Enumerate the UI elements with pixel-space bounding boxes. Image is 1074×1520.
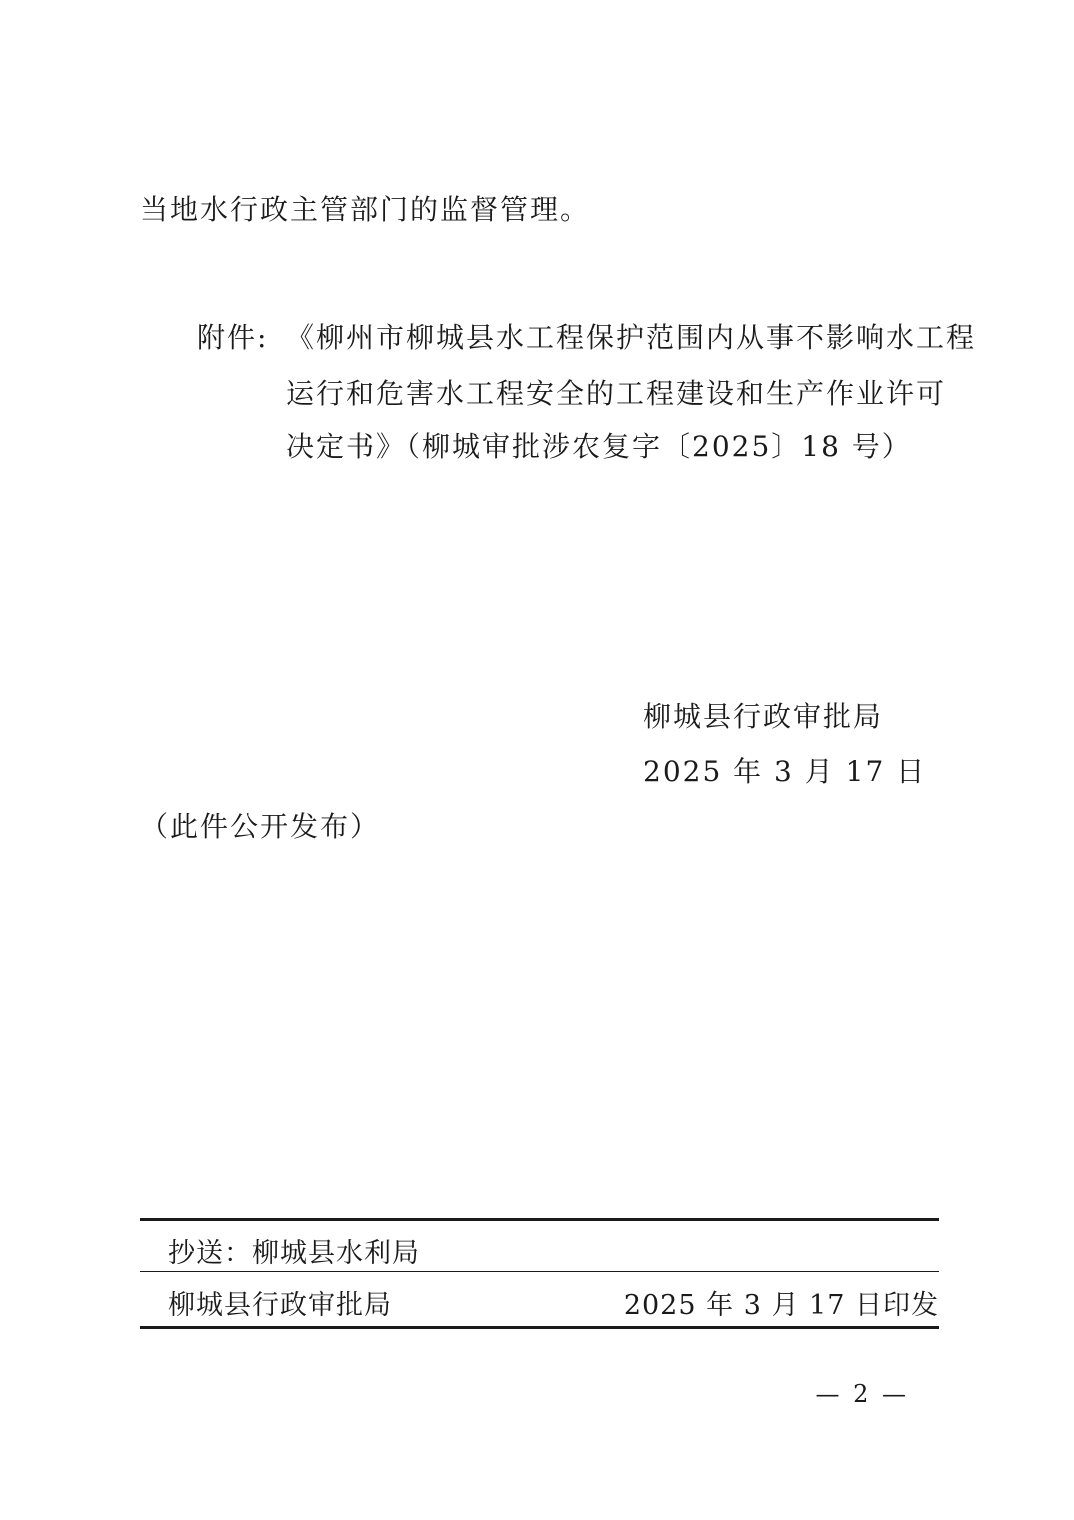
page-number: — 2 — xyxy=(815,1380,909,1408)
publication-note: （此件公开发布） xyxy=(140,810,381,843)
footer-print-date: 2025 年 3 月 17 日印发 xyxy=(623,1290,939,1321)
issue-date: 2025 年 3 月 17 日 xyxy=(643,755,927,788)
issuer-name: 柳城县行政审批局 xyxy=(643,700,884,733)
attachment-label: 附件: xyxy=(197,321,269,354)
footer-issuer: 柳城县行政审批局 xyxy=(168,1290,392,1321)
footer-rule-middle xyxy=(140,1271,939,1272)
footer-rule-top xyxy=(140,1218,939,1221)
attachment-title-line-3: 决定书》（柳城审批涉农复字〔2025〕18 号） xyxy=(286,430,912,463)
body-paragraph-continuation: 当地水行政主管部门的监督管理。 xyxy=(140,193,591,226)
cc-recipients: 抄送：柳城县水利局 xyxy=(168,1238,420,1269)
attachment-title-line-2: 运行和危害水工程安全的工程建设和生产作业许可 xyxy=(286,377,947,410)
footer-rule-bottom xyxy=(140,1326,939,1329)
attachment-title-line-1: 《柳州市柳城县水工程保护范围内从事不影响水工程 xyxy=(286,321,977,354)
